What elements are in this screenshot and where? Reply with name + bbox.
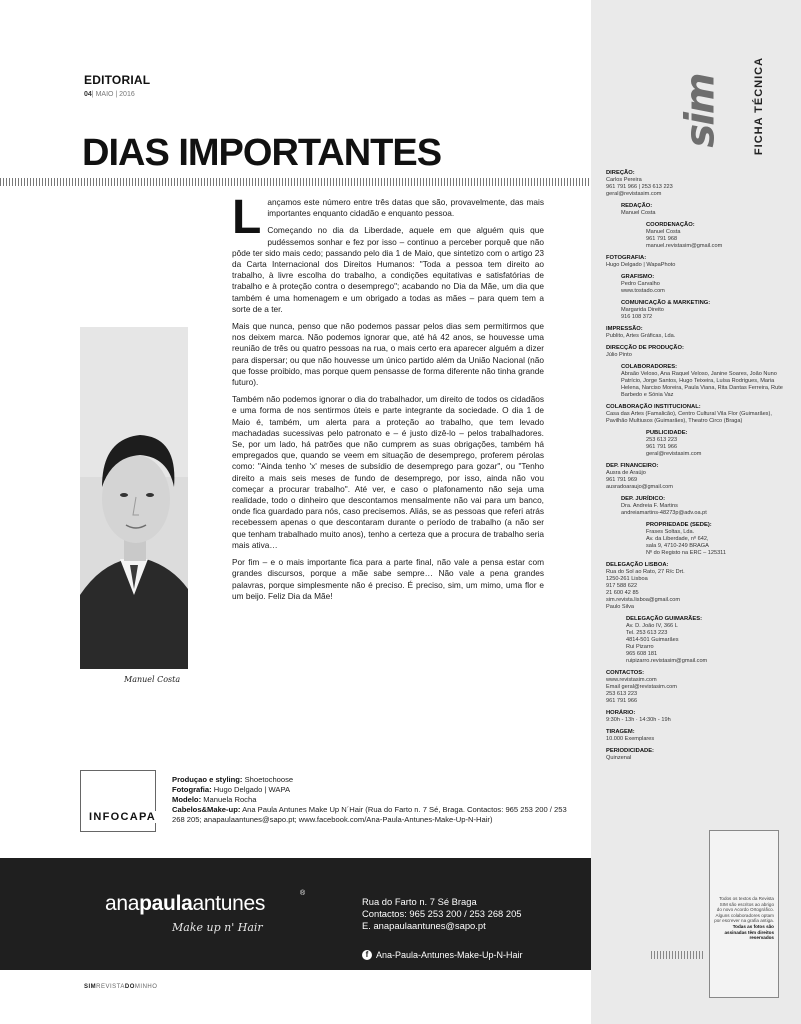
credit-title: COLABORADORES: (621, 364, 678, 370)
sidebar-brand (677, 48, 766, 158)
credit-entry (606, 170, 786, 198)
credit-entry (606, 616, 786, 665)
credit-title: DELEGAÇÃO GUIMARÃES: (626, 616, 703, 622)
credit-title: COMUNICAÇÃO & MARKETING: (621, 300, 711, 306)
credit-title: PUBLICIDADE: (646, 430, 688, 436)
advertisement-banner (0, 858, 591, 970)
photo-rights-note: Todas as fotos são assinadas têm direitos reservados (724, 923, 774, 941)
ad-email: E. anapaulaantunes@sapo.pt (362, 920, 486, 931)
credit-entry (606, 562, 786, 611)
credit-title: DEP. FINANCEIRO: (606, 463, 659, 469)
credit-title: HORÁRIO: (606, 710, 636, 716)
ad-address: Rua do Farto n. 7 Sé Braga (362, 896, 477, 907)
credit-entry (606, 670, 786, 705)
credit-title: DEP. JURÍDICO: (621, 496, 666, 502)
credit-value: Rua do Sol ao Rato, 27 R/c Drt. 1250-261 Lisboa 917 588 622 21 600 42 85 sim.revista.lisboa@gmail.com Paulo Silva (606, 569, 685, 610)
credit-value: Margarida Direito 916 108 372 (621, 307, 664, 320)
ad-logo-part: antunes (192, 892, 266, 915)
ad-logo (105, 892, 265, 916)
sim-logo-text: sim (677, 74, 724, 148)
credit-title: COLABORAÇÃO INSTITUCIONAL: (606, 404, 701, 410)
credits-list (606, 170, 786, 767)
footer-brand (84, 984, 157, 990)
spelling-note (714, 896, 774, 941)
credit-title: IMPRESSÃO: (606, 326, 643, 332)
infocapa-line (172, 795, 572, 805)
credit-entry (606, 404, 786, 425)
infocapa-value: Hugo Delgado | WAPA (213, 785, 291, 794)
author-portrait-image (80, 327, 188, 669)
infocapa-value: Manuela Rocha (203, 795, 257, 804)
credit-title: COORDENAÇÃO: (646, 222, 695, 228)
footer-brand-part: DO (124, 984, 135, 990)
credit-title: GRAFISMO: (621, 274, 655, 280)
photo-caption: Manuel Costa (124, 675, 181, 684)
credit-entry (606, 496, 786, 517)
credit-value: Publito, Artes Gráficas, Lda. (606, 333, 676, 339)
credit-title: PROPRIEDADE (SEDE): (646, 522, 712, 528)
credit-value: 253 613 223 961 791 966 geral@revistasim.com (646, 437, 702, 457)
section-label: EDITORIAL (84, 73, 151, 87)
credit-entry (606, 326, 786, 340)
article-paragraph (232, 191, 544, 244)
infocapa-line (172, 775, 572, 785)
footer-brand-part: REVISTA (96, 984, 125, 990)
footer-brand-part: SIM (84, 984, 97, 990)
issue-info: 04| MAIO | 2016 (84, 91, 135, 98)
infocapa-key: Cabelos&Make-up: (172, 805, 241, 814)
credit-title: PERIODICIDADE: (606, 748, 654, 754)
ficha-tecnica-label: FICHA TÉCNICA (753, 56, 766, 156)
article-paragraph: Começando no dia da Liberdade, aquele em que alguém quis que pudéssemos sonhar e fez por isso – continuo a perceber porquê que não pôde ter sido mais cedo; passando pelo dia 1 de Maio, que sintetizo com o artigo 23 da Carta Internacional dos Direitos Humanos: "Toda a pessoa tem direito ao trabalho, à livre escolha do trabalho, a condições equitativas e satisfatórias de trabalho e à proteção contra o desemprego"; acabando no Dia da Mãe, um dia que também é uma homenagem e um obrigado a todas as mães – para quem tem a sorte de a ter. (232, 225, 544, 314)
credit-title: DIRECÇÃO DE PRODUÇÃO: (606, 345, 684, 351)
credit-entry (606, 203, 786, 217)
ad-tagline: Make up n' Hair (172, 921, 263, 934)
credit-title: CONTACTOS: (606, 670, 645, 676)
article-paragraph: Por fim – e o mais importante fica para a parte final, não vale a pensa estar com grandes discursos, porque a mãe sabe sempre… Não vale a pena grandes palavras, porque simplesmente não é preciso. É preciso, sim, um mimo, uma flor e um beijo. Feliz Dia da Mãe! (232, 557, 544, 601)
credit-value: 10.000 Exemplares (606, 736, 655, 742)
infocapa-key: Modelo: (172, 795, 202, 804)
spelling-note-text: Todos os textos da Revista SIM são escritos ao abrigo do novo Acordo Ortográfico. Alguns colaboradores optam por escrever na grafia antiga. (714, 896, 774, 924)
credit-value: 9:30h - 13h · 14:30h - 19h (606, 717, 671, 723)
credit-title: REDAÇÃO: (621, 203, 653, 209)
infocapa-label: INFOCAPA (89, 811, 157, 823)
credit-entry (606, 430, 786, 458)
credit-value: Casa das Artes (Famalicão), Centro Cultural Vila Flor (Guimarães), Pavilhão Multiusos (Guimarães), Theatro Circo (Braga) (606, 411, 772, 424)
ad-logo-part: ana (105, 892, 140, 915)
credit-value: Carlos Pereira 961 791 966 | 253 613 223 geral@revistasim.com (606, 177, 673, 197)
editorial-article (232, 191, 544, 608)
page-title: DIAS IMPORTANTES (82, 132, 442, 174)
credit-value: Av. D. João IV, 366 L Tel. 253 613 223 4814-501 Guimarães Rui Pizarro 965 608 181 ruipizarro.revistasim@gmail.com (626, 623, 708, 664)
infocapa-value: Ana Paula Antunes Make Up N´Hair (Rua do Farto n. 7 Sé, Braga. Contactos: 965 253 200 / 253 268 205; anapaulaantunes@sapo.pt; www.facebook.com/Ana-Paula-Antunes-Make-Up-N-Hair) (172, 805, 567, 824)
article-paragraph: Também não podemos ignorar o dia do trabalhador, um direito de todos os cidadãos e uma forma de nos sentirmos úteis e parte integrante da sociedade. O dia 1 de Maio é, também, um alerta para a proteção ao trabalho, que tem levado machadadas sucessivas pelo patronato e – é justo dizê-lo – pelos trabalhadores. Se, por um lado, há patrões que não cumprem as suas obrigações, também há empregados que, quando se veem em situação de desemprego, proferem pérolas como: "Ainda tenho 'x' meses de subsídio de desemprego para gozar", ou "Tenho direito a mais seis meses de fundo de desemprego, por isso, ainda não vou começar a procurar trabalho". Até ver, e caso o plafonamento não seja uma realidade, todo o dinheiro que descontamos mensalmente não vai para um banco, onde fica guardado para nós, caso precisemos. Aliás, se as pessoas que referi atrás recebessem apenas o que descontaram durante o período de trabalho (a não ser que tenham trabalhado muito anos), tenho a certeza que a procura de trabalho seria mais ativa… (232, 394, 544, 550)
ad-contacts (362, 896, 522, 932)
credit-entry (606, 748, 786, 762)
infocapa-key: Fotografia: (172, 785, 212, 794)
drop-cap: L (232, 191, 262, 244)
facebook-icon: f (362, 950, 372, 960)
footer-brand-part: MINHO (134, 984, 158, 990)
infocapa-key: Produçao e styling: (172, 775, 243, 784)
ad-facebook-link[interactable] (362, 950, 523, 960)
credit-value: Pedro Carvalho www.tostado.com (621, 281, 665, 294)
article-paragraph: Mais que nunca, penso que não podemos passar pelos dias sem permitirmos que nos deixem marca. Não podemos ignorar que, até há 42 anos, se houvesse uma reunião de três ou quatro pessoas na rua, o mais certo era aparecer alguém a dizer para dispersar; ou que não houvesse um único partido além da União Nacional (não que fosse proibido, mas porque quem pensasse de forma diferente não tinha grande futuro). (232, 321, 544, 388)
credit-value: Ausra de Araújo 961 791 969 ausradoaraujo@gmail.com (606, 470, 673, 490)
credit-entry (606, 463, 786, 491)
credit-value: Júlio Pinto (606, 352, 632, 358)
decorative-ticks (651, 951, 703, 959)
credit-entry (606, 522, 786, 557)
spelling-note-box (709, 830, 779, 998)
credit-value: Manuel Costa 961 791 968 manuel.revistasim@gmail.com (646, 229, 723, 249)
infocapa-value: Shoetochoose (244, 775, 294, 784)
ad-phones: Contactos: 965 253 200 / 253 268 205 (362, 908, 522, 919)
credit-value: Quinzenal (606, 755, 632, 761)
title-divider (0, 178, 591, 186)
credit-title: TIRAGEM: (606, 729, 635, 735)
credit-value: Manuel Costa (621, 210, 656, 216)
infocapa-credits (172, 775, 572, 825)
credit-value: Hugo Delgado | WapaPhoto (606, 262, 676, 268)
credit-entry (606, 274, 786, 295)
issue-date: MAIO | 2016 (95, 91, 135, 98)
ad-logo-part-bold: paula (139, 892, 193, 915)
infocapa-line (172, 785, 572, 795)
credit-entry (606, 222, 786, 250)
infocapa-box (80, 770, 156, 832)
sim-logo (677, 48, 730, 158)
credit-entry (606, 729, 786, 743)
credit-value: Dra. Andreia F. Martins andreiamartins-48273p@adv.oa.pt (621, 503, 707, 516)
credit-entry (606, 364, 786, 399)
ad-facebook-text: Ana-Paula-Antunes-Make-Up-N-Hair (376, 950, 523, 960)
credit-entry (606, 255, 786, 269)
credit-title: FOTOGRAFIA: (606, 255, 647, 261)
credit-value: Abraão Veloso, Ana Raquel Veloso, Janine Soares, João Nuno Patrício, Jorge Santos, Hugo Teixeira, Luísa Rodrigues, Maria Helena, Narciso Moreira, Paula Viana, Rita Dantas Ferreira, Rute Barbedo e Sónia Vaz (621, 371, 783, 398)
credit-entry (606, 300, 786, 321)
issue-number: 04 (84, 91, 92, 98)
author-photo (80, 327, 188, 669)
credit-entry (606, 345, 786, 359)
infocapa-line (172, 805, 572, 825)
credit-title: DIREÇÃO: (606, 170, 635, 176)
registered-mark: ® (300, 890, 306, 897)
credit-value: Frases Soltas, Lda. Av. da Liberdade, nº 642, sala 9, 4710-249 BRAGA Nº do Registo na ERC – 125311 (646, 529, 726, 556)
credit-title: DELEGAÇÃO LISBOA: (606, 562, 669, 568)
article-paragraph-text: ançamos este número entre três datas que são, provavelmente, das mais importantes enquanto cidadão e enquanto pessoa. (267, 197, 544, 219)
credit-value: www.revistasim.com Email geral@revistasim.com 253 613 223 961 791 966 (606, 677, 677, 704)
credit-entry (606, 710, 786, 724)
